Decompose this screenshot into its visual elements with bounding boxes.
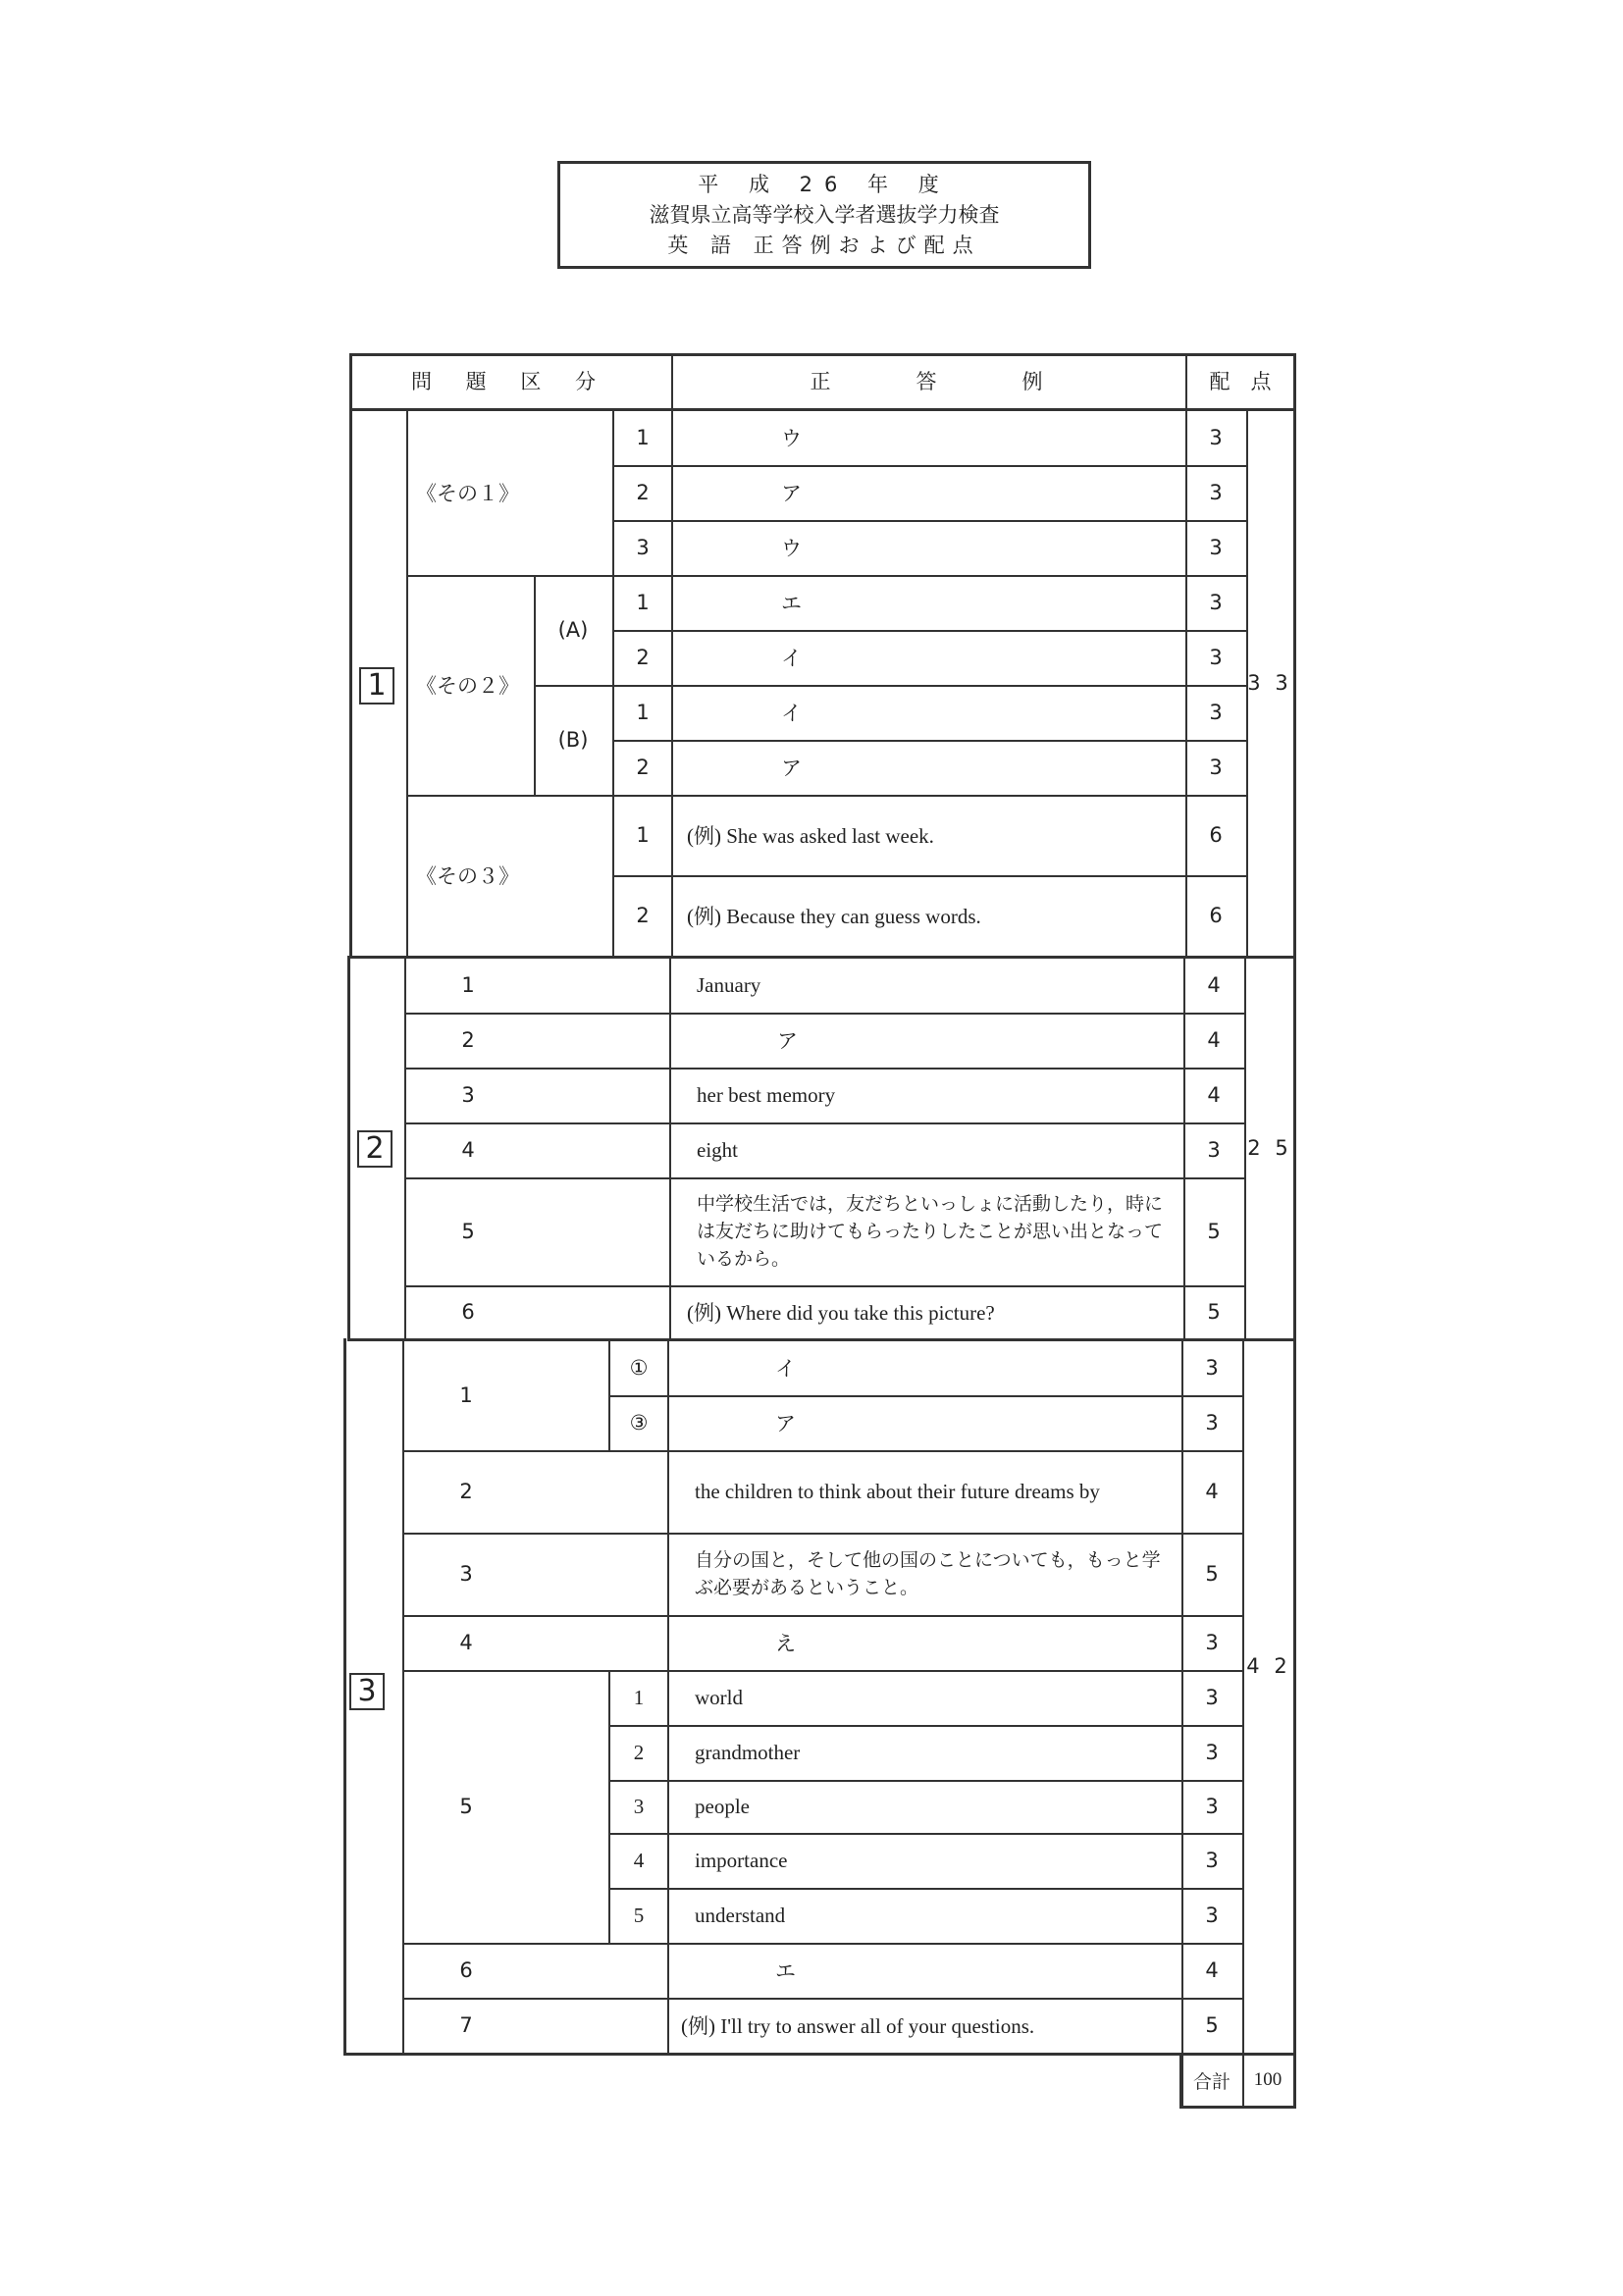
section-2-subtotal: 2 5 xyxy=(1247,1136,1292,1160)
answer: ア xyxy=(777,1029,798,1053)
answer: 中学校生活では，友だちといっしょに活動したり，時には友だちに助けてもらったりしたことが思い出となっているから。 xyxy=(697,1193,1164,1270)
answer: her best memory xyxy=(697,1082,836,1107)
header-answer: 正 答 例 xyxy=(810,370,1049,393)
num: 3 xyxy=(636,536,650,559)
score: 4 xyxy=(1207,973,1221,997)
answer: ア xyxy=(775,1412,796,1435)
document-title xyxy=(557,161,1091,269)
num: 2 xyxy=(461,1028,475,1052)
answer: イ xyxy=(781,647,802,670)
score: 3 xyxy=(1209,646,1223,669)
answer: (例) Because they can guess words. xyxy=(687,905,981,928)
score: 3 xyxy=(1209,536,1223,559)
answer: ア xyxy=(781,482,802,505)
part-2-label: 《その２》 xyxy=(416,674,519,698)
header-question: 問 題 区 分 xyxy=(410,370,610,393)
section-2-badge: 2 xyxy=(357,1130,393,1168)
group-a-label: (A) xyxy=(557,618,589,642)
num: 4 xyxy=(459,1631,473,1654)
answer: people xyxy=(695,1794,750,1818)
num: 5 xyxy=(461,1220,475,1243)
section-3-badge: 3 xyxy=(349,1673,385,1710)
num: 4 xyxy=(461,1138,475,1162)
answer: the children to think about their future dreams by xyxy=(695,1479,1100,1503)
answer: エ xyxy=(781,592,802,615)
score: 3 xyxy=(1207,1138,1221,1162)
score: 3 xyxy=(1205,1904,1219,1927)
sub: 3 xyxy=(633,1794,645,1818)
answer: understand xyxy=(695,1903,786,1927)
answer: ウ xyxy=(781,427,802,450)
score: 3 xyxy=(1209,756,1223,779)
score: 5 xyxy=(1207,1220,1221,1243)
section-1-subtotal: 3 3 xyxy=(1247,671,1292,695)
group-b-label: (B) xyxy=(557,728,589,752)
score: 3 xyxy=(1205,1741,1219,1764)
num: 1 xyxy=(459,1383,473,1407)
score: 5 xyxy=(1205,1562,1219,1586)
title-year: 平 成 26 年 度 xyxy=(698,172,951,196)
num: 2 xyxy=(636,756,650,779)
answer: ア xyxy=(781,757,802,780)
score: 4 xyxy=(1205,1480,1219,1503)
score: 5 xyxy=(1205,2013,1219,2037)
score: 5 xyxy=(1207,1300,1221,1324)
answer: grandmother xyxy=(695,1740,801,1764)
answer: え xyxy=(775,1632,796,1655)
answer: world xyxy=(695,1685,743,1709)
section-1-badge: 1 xyxy=(359,667,394,704)
title-subject: 英 語 正答例および配点 xyxy=(667,233,981,257)
title-exam: 滋賀県立高等学校入学者選抜学力検査 xyxy=(649,202,1000,227)
sub: 5 xyxy=(633,1903,645,1927)
answer: イ xyxy=(775,1357,796,1381)
score: 4 xyxy=(1207,1083,1221,1107)
answer: エ xyxy=(775,1959,796,1983)
num: 1 xyxy=(636,701,650,724)
score: 3 xyxy=(1205,1631,1219,1654)
score: 6 xyxy=(1209,904,1223,927)
sub: 2 xyxy=(633,1740,645,1764)
answer: (例) Where did you take this picture? xyxy=(687,1301,995,1325)
sub: 1 xyxy=(633,1685,645,1709)
part-1-label: 《その１》 xyxy=(416,482,519,505)
sub: ③ xyxy=(629,1411,649,1435)
num: 2 xyxy=(636,904,650,927)
num: 3 xyxy=(461,1083,475,1107)
answer: イ xyxy=(781,702,802,725)
num: 1 xyxy=(636,823,650,847)
part-3-label: 《その３》 xyxy=(416,864,519,888)
num: 6 xyxy=(461,1300,475,1324)
num: 1 xyxy=(461,973,475,997)
score: 3 xyxy=(1205,1356,1219,1380)
num: 2 xyxy=(636,481,650,504)
score: 4 xyxy=(1207,1028,1221,1052)
section-3-subtotal: 4 2 xyxy=(1246,1654,1291,1678)
answer: (例) I'll try to answer all of your questions. xyxy=(681,2014,1035,2038)
num: 2 xyxy=(636,646,650,669)
num: 6 xyxy=(459,1958,473,1982)
num: 2 xyxy=(459,1480,473,1503)
score: 3 xyxy=(1205,1686,1219,1709)
score: 3 xyxy=(1209,481,1223,504)
answer: eight xyxy=(697,1137,738,1162)
answer: ウ xyxy=(781,537,802,560)
answer: importance xyxy=(695,1848,788,1872)
score: 3 xyxy=(1205,1795,1219,1818)
num: 3 xyxy=(459,1562,473,1586)
score: 6 xyxy=(1209,823,1223,847)
answer: January xyxy=(697,972,761,997)
sub: ① xyxy=(629,1356,649,1380)
header-score: 配 点 xyxy=(1209,370,1272,393)
num: 5 xyxy=(459,1795,473,1818)
num: 1 xyxy=(636,591,650,614)
score: 3 xyxy=(1209,426,1223,449)
num: 7 xyxy=(459,2013,473,2037)
answer: 自分の国と，そして他の国のことについても，もっと学ぶ必要があるということ。 xyxy=(695,1549,1161,1598)
total-label: 合計 xyxy=(1192,2070,1230,2093)
sub: 4 xyxy=(633,1848,645,1872)
score: 3 xyxy=(1205,1849,1219,1872)
num: 1 xyxy=(636,426,650,449)
score: 3 xyxy=(1205,1411,1219,1435)
score: 3 xyxy=(1209,701,1223,724)
answer: (例) She was asked last week. xyxy=(687,824,934,848)
score: 3 xyxy=(1209,591,1223,614)
total-value: 100 xyxy=(1253,2069,1283,2090)
score: 4 xyxy=(1205,1958,1219,1982)
